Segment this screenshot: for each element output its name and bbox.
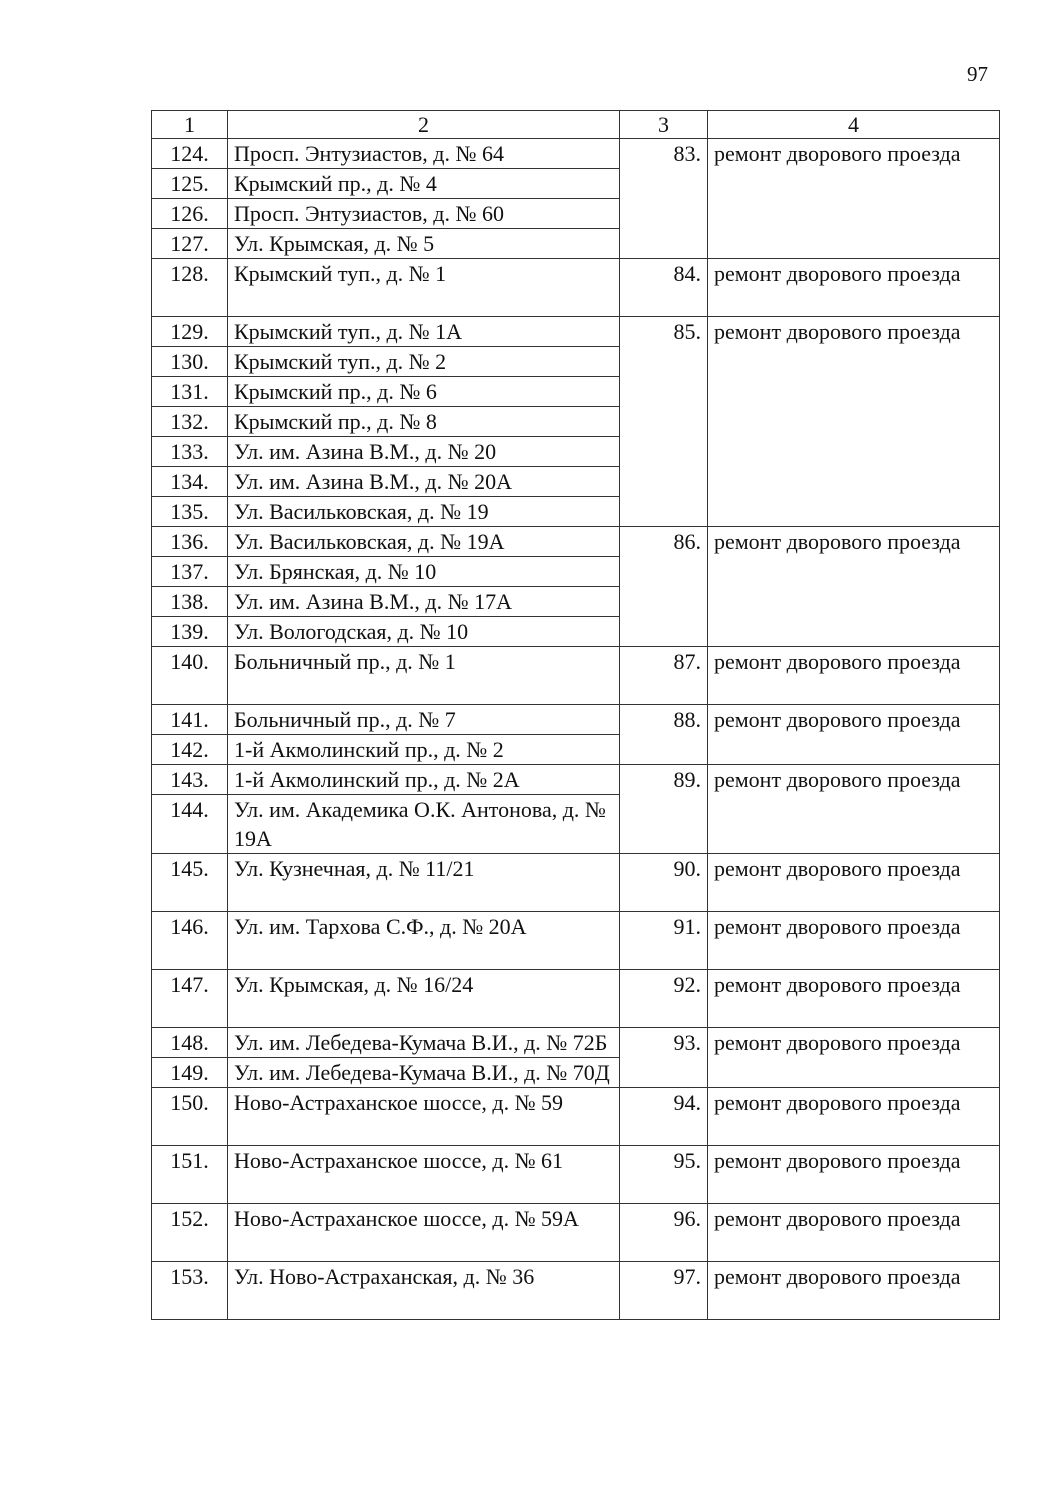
work-type-cell: ремонт дворового проезда [708, 1088, 1000, 1146]
row-number: 125. [152, 169, 228, 199]
address-cell: 1-й Акмолинский пр., д. № 2 [228, 735, 620, 765]
row-number: 141. [152, 705, 228, 735]
work-type-cell: ремонт дворового проезда [708, 1204, 1000, 1262]
table-row [152, 912, 1000, 970]
row-number: 142. [152, 735, 228, 765]
objects-table [151, 110, 1000, 1320]
address-cell: Ул. им. Академика О.К. Антонова, д. № 19А [228, 795, 620, 854]
header-col-4: 4 [708, 111, 1000, 139]
row-number: 140. [152, 647, 228, 705]
work-type-cell: ремонт дворового проезда [708, 1028, 1000, 1088]
table-row [152, 854, 1000, 912]
group-number: 91. [620, 912, 708, 970]
address-cell: Просп. Энтузиастов, д. № 60 [228, 199, 620, 229]
group-number: 92. [620, 970, 708, 1028]
table-row [152, 139, 1000, 169]
work-type-cell: ремонт дворового проезда [708, 139, 1000, 259]
address-cell: 1-й Акмолинский пр., д. № 2А [228, 765, 620, 795]
work-type-cell: ремонт дворового проезда [708, 647, 1000, 705]
group-number: 96. [620, 1204, 708, 1262]
address-cell: Ул. Кузнечная, д. № 11/21 [228, 854, 620, 912]
table-row [152, 1028, 1000, 1058]
work-type-cell: ремонт дворового проезда [708, 259, 1000, 317]
row-number: 135. [152, 497, 228, 527]
row-number: 147. [152, 970, 228, 1028]
row-number: 139. [152, 617, 228, 647]
row-number: 145. [152, 854, 228, 912]
group-number: 84. [620, 259, 708, 317]
address-cell: Ул. им. Лебедева-Кумача В.И., д. № 72Б [228, 1028, 620, 1058]
row-number: 146. [152, 912, 228, 970]
work-type-cell: ремонт дворового проезда [708, 1146, 1000, 1204]
row-number: 138. [152, 587, 228, 617]
address-cell: Ново-Астраханское шоссе, д. № 59 [228, 1088, 620, 1146]
header-col-3: 3 [620, 111, 708, 139]
table-row [152, 647, 1000, 705]
work-type-cell: ремонт дворового проезда [708, 912, 1000, 970]
page-number: 97 [967, 62, 988, 86]
address-cell: Ново-Астраханское шоссе, д. № 61 [228, 1146, 620, 1204]
table-row [152, 527, 1000, 557]
address-cell: Ново-Астраханское шоссе, д. № 59А [228, 1204, 620, 1262]
address-cell: Крымский пр., д. № 6 [228, 377, 620, 407]
row-number: 132. [152, 407, 228, 437]
header-col-1: 1 [152, 111, 228, 139]
header-col-2: 2 [228, 111, 620, 139]
address-cell: Просп. Энтузиастов, д. № 64 [228, 139, 620, 169]
table-row [152, 765, 1000, 795]
row-number: 144. [152, 795, 228, 854]
work-type-cell: ремонт дворового проезда [708, 1262, 1000, 1320]
group-number: 83. [620, 139, 708, 259]
row-number: 143. [152, 765, 228, 795]
table-row [152, 1204, 1000, 1262]
address-cell: Больничный пр., д. № 1 [228, 647, 620, 705]
address-cell: Крымский туп., д. № 1А [228, 317, 620, 347]
group-number: 89. [620, 765, 708, 854]
table-row [152, 1262, 1000, 1320]
address-cell: Крымский туп., д. № 1 [228, 259, 620, 317]
table-row [152, 259, 1000, 317]
group-number: 93. [620, 1028, 708, 1088]
row-number: 127. [152, 229, 228, 259]
row-number: 136. [152, 527, 228, 557]
address-cell: Крымский пр., д. № 4 [228, 169, 620, 199]
table-row [152, 1088, 1000, 1146]
work-type-cell: ремонт дворового проезда [708, 317, 1000, 527]
row-number: 131. [152, 377, 228, 407]
work-type-cell: ремонт дворового проезда [708, 765, 1000, 854]
table-row [152, 1146, 1000, 1204]
address-cell: Ул. Вологодская, д. № 10 [228, 617, 620, 647]
table-row [152, 705, 1000, 735]
group-number: 97. [620, 1262, 708, 1320]
table-body [152, 139, 1000, 1320]
group-number: 94. [620, 1088, 708, 1146]
address-cell: Ул. им. Азина В.М., д. № 17А [228, 587, 620, 617]
address-cell: Ул. им. Лебедева-Кумача В.И., д. № 70Д [228, 1058, 620, 1088]
address-cell: Крымский туп., д. № 2 [228, 347, 620, 377]
work-type-cell: ремонт дворового проезда [708, 970, 1000, 1028]
row-number: 128. [152, 259, 228, 317]
address-cell: Ул. Ново-Астраханская, д. № 36 [228, 1262, 620, 1320]
address-cell: Крымский пр., д. № 8 [228, 407, 620, 437]
group-number: 87. [620, 647, 708, 705]
address-cell: Ул. им. Азина В.М., д. № 20А [228, 467, 620, 497]
row-number: 126. [152, 199, 228, 229]
row-number: 137. [152, 557, 228, 587]
table-header-row [152, 111, 1000, 139]
work-type-cell: ремонт дворового проезда [708, 527, 1000, 647]
address-cell: Больничный пр., д. № 7 [228, 705, 620, 735]
row-number: 152. [152, 1204, 228, 1262]
group-number: 95. [620, 1146, 708, 1204]
address-cell: Ул. Васильковская, д. № 19 [228, 497, 620, 527]
row-number: 129. [152, 317, 228, 347]
row-number: 153. [152, 1262, 228, 1320]
row-number: 124. [152, 139, 228, 169]
group-number: 86. [620, 527, 708, 647]
work-type-cell: ремонт дворового проезда [708, 705, 1000, 765]
work-type-cell: ремонт дворового проезда [708, 854, 1000, 912]
address-cell: Ул. им. Азина В.М., д. № 20 [228, 437, 620, 467]
row-number: 133. [152, 437, 228, 467]
address-cell: Ул. Крымская, д. № 5 [228, 229, 620, 259]
address-cell: Ул. Васильковская, д. № 19А [228, 527, 620, 557]
table-row [152, 970, 1000, 1028]
group-number: 88. [620, 705, 708, 765]
row-number: 150. [152, 1088, 228, 1146]
row-number: 130. [152, 347, 228, 377]
row-number: 149. [152, 1058, 228, 1088]
row-number: 134. [152, 467, 228, 497]
table-row [152, 317, 1000, 347]
group-number: 85. [620, 317, 708, 527]
address-cell: Ул. Крымская, д. № 16/24 [228, 970, 620, 1028]
group-number: 90. [620, 854, 708, 912]
row-number: 151. [152, 1146, 228, 1204]
address-cell: Ул. им. Тархова С.Ф., д. № 20А [228, 912, 620, 970]
row-number: 148. [152, 1028, 228, 1058]
address-cell: Ул. Брянская, д. № 10 [228, 557, 620, 587]
